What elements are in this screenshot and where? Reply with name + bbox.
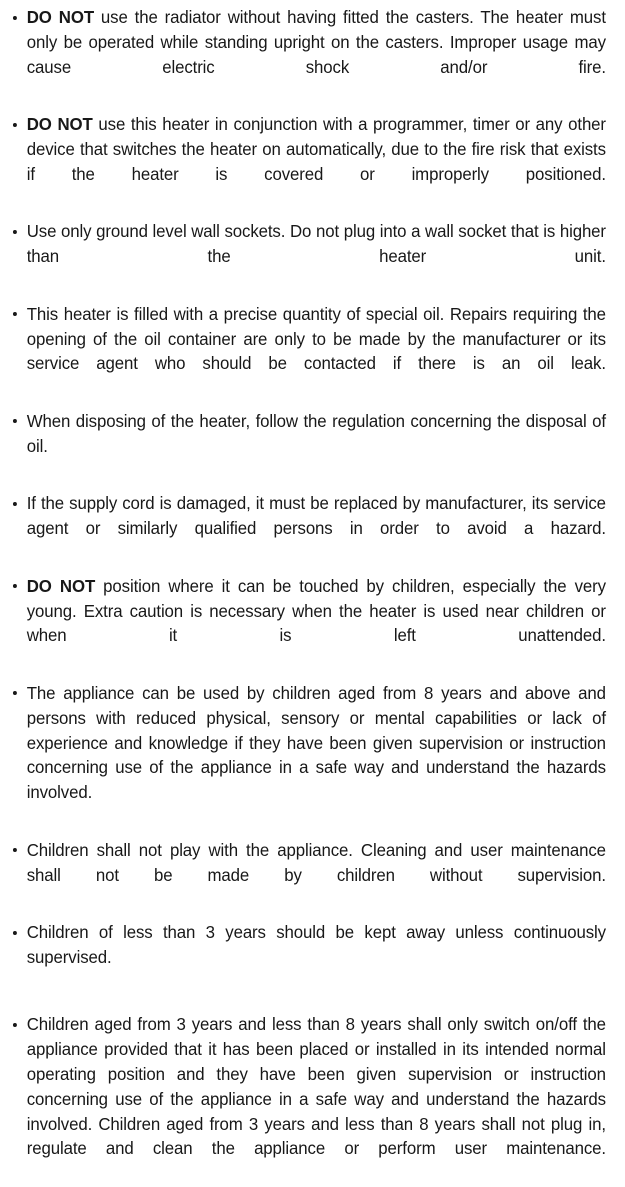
safety-item-text	[27, 220, 606, 294]
safety-item-supply-cord-damage	[10, 492, 606, 566]
safety-item-text	[27, 682, 606, 831]
bullet-point-icon	[13, 502, 17, 506]
safety-item-programmer-timer-warning	[10, 113, 606, 212]
safety-item-children-touch-warning	[10, 575, 606, 674]
safety-item-children-under-3	[10, 921, 606, 995]
bullet-point-icon	[13, 1023, 17, 1027]
safety-item-appliance-use-age-8	[10, 682, 606, 831]
safety-item-text	[27, 921, 606, 995]
safety-item-text	[27, 303, 606, 402]
safety-item-body: position where it can be touched by children, especially the very young. Extra caution is necessary when the heater is used near children or when it is left unattended.	[26, 576, 606, 646]
safety-item-body: Children of less than 3 years should be kept away unless continuously supervised.	[26, 923, 606, 967]
safety-item-body: Children shall not play with the appliance. Cleaning and user maintenance shall not be made by children without supervision.	[26, 840, 606, 885]
bullet-point-icon	[13, 16, 17, 20]
safety-item-body: Children aged from 3 years and less than 8 years shall only switch on/off the appliance provided that it has been placed or installed in its intended normal operating position and they have been given supervision or instruction concerning use of the appliance in a safe way and understand the hazards involved. Children aged from 3 years and less than 8 years shall not plug in, regulate and clean the appliance or perform user maintenance.	[26, 1015, 606, 1159]
safety-item-body: This heater is filled with a precise quantity of special oil. Repairs requiring the opening of the oil container are only to be made by the manufacturer or its service agent who should be contacted if there is an oil leak.	[26, 304, 606, 374]
safety-item-text	[27, 113, 606, 212]
safety-item-special-oil-repairs	[10, 303, 606, 402]
bullet-point-icon	[13, 123, 17, 127]
safety-item-body: The appliance can be used by children aged from 8 years and above and persons with reduced physical, sensory or mental capabilities or lack of experience and knowledge if they have been given supervision or instruction concerning use of the appliance in a safe way and understand the hazards involved.	[26, 683, 606, 803]
safety-item-emphasis: DO NOT	[26, 115, 93, 135]
bullet-point-icon	[13, 848, 17, 852]
safety-item-body: Use only ground level wall sockets. Do not plug into a wall socket that is higher than the heater unit.	[26, 222, 606, 267]
safety-item-emphasis: DO NOT	[26, 576, 96, 596]
safety-item-wall-socket-instruction	[10, 220, 606, 294]
safety-item-text	[27, 492, 606, 566]
safety-item-body: use the radiator without having fitted the casters. The heater must only be operated while standing upright on the casters. Improper usage may cause electric shock and/or fire.	[26, 8, 606, 77]
safety-item-text	[27, 839, 606, 913]
safety-item-text	[27, 575, 606, 674]
safety-item-children-no-play	[10, 839, 606, 913]
safety-item-body: use this heater in conjunction with a programmer, timer or any other device that switches the heater on automatically, due to the fire risk that exists if the heater is covered or improperly positioned.	[26, 115, 606, 184]
safety-item-body: If the supply cord is damaged, it must be replaced by manufacturer, its service agent or similarly qualified persons in order to avoid a hazard.	[26, 494, 606, 539]
safety-item-emphasis: DO NOT	[26, 8, 95, 27]
bullet-point-icon	[13, 419, 17, 423]
bullet-point-icon	[13, 691, 17, 695]
safety-item-children-3-to-8	[10, 1013, 606, 1187]
safety-item-text	[27, 410, 606, 484]
bullet-point-icon	[13, 312, 17, 316]
safety-item-casters-warning	[10, 6, 606, 105]
bullet-point-icon	[13, 230, 17, 234]
safety-item-text	[27, 6, 606, 105]
bullet-point-icon	[13, 931, 17, 935]
safety-item-body: When disposing of the heater, follow the regulation concerning the disposal of oil.	[26, 411, 606, 456]
bullet-point-icon	[13, 584, 17, 588]
safety-item-oil-disposal	[10, 410, 606, 484]
safety-item-text	[27, 1013, 606, 1187]
